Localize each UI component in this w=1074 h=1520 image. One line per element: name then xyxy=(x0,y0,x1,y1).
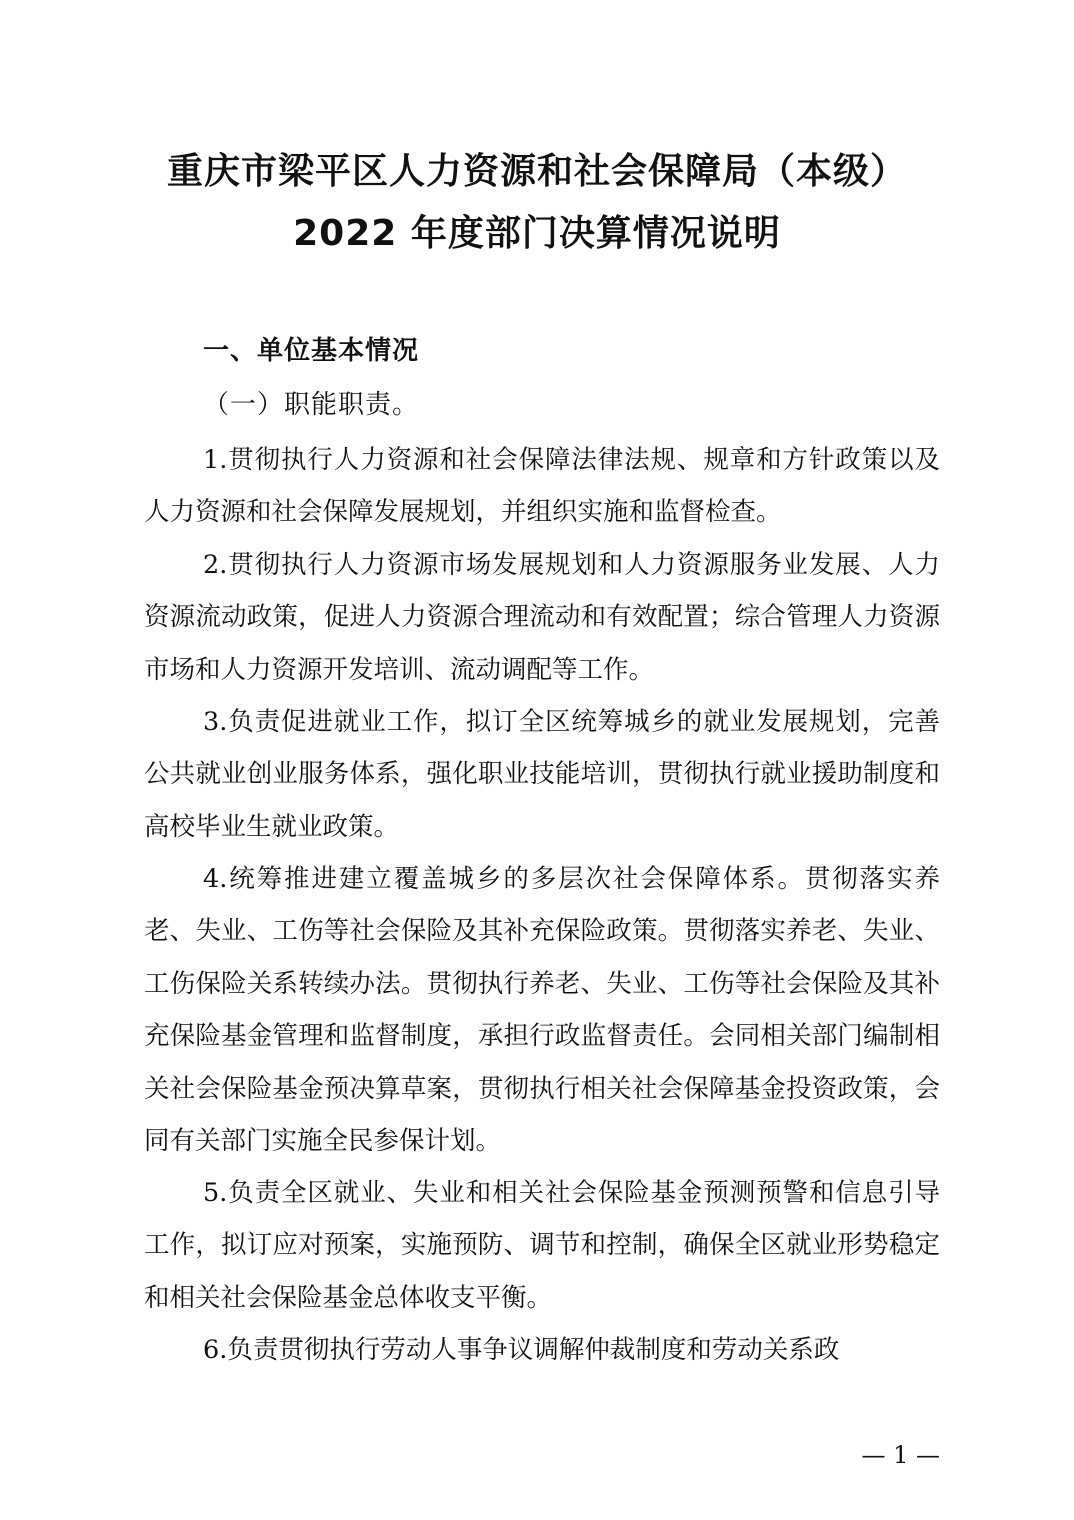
paragraph-4: 4.统筹推进建立覆盖城乡的多层次社会保障体系。贯彻落实养老、失业、工伤等社会保险及其补充保险政策。贯彻落实养老、失业、工伤保险关系转续办法。贯彻执行养老、失业、工伤等社会保险及其补充保险基金管理和监督制度，承担行政监督责任。会同相关部门编制相关社会保险基金预决算草案，贯彻执行相关社会保障基金投资政策，会同有关部门实施全民参保计划。 xyxy=(144,864,940,1157)
paragraph-6: 6.负责贯彻执行劳动人事争议调解仲裁制度和劳动关系政 xyxy=(203,1335,840,1365)
paragraph-5: 5.负责全区就业、失业和相关社会保险基金预测预警和信息引导工作，拟订应对预案，实施预防、调节和控制，确保全区就业形势稳定和相关社会保险基金总体收支平衡。 xyxy=(144,1178,940,1313)
document-title-line2: 2022 年度部门决算情况说明 xyxy=(293,213,781,254)
paragraph-1: 1.贯彻执行人力资源和社会保障法律法规、规章和方针政策以及人力资源和社会保障发展规划，并组织实施和监督检查。 xyxy=(144,445,940,528)
section-heading-basic-info: 一、单位基本情况 xyxy=(203,336,420,366)
page-number: — 1 — xyxy=(861,1441,940,1469)
document-title-line1: 重庆市梁平区人力资源和社会保障局（本级） xyxy=(166,151,907,192)
paragraph-2: 2.贯彻执行人力资源市场发展规划和人力资源服务业发展、人力资源流动政策，促进人力资源合理流动和有效配置；综合管理人力资源市场和人力资源开发培训、流动调配等工作。 xyxy=(144,550,940,685)
paragraph-3: 3.负责促进就业工作，拟订全区统筹城乡的就业发展规划，完善公共就业创业服务体系，强化职业技能培训，贯彻执行就业援助制度和高校毕业生就业政策。 xyxy=(144,707,940,842)
subsection-heading-functions: （一）职能职责。 xyxy=(203,390,420,420)
